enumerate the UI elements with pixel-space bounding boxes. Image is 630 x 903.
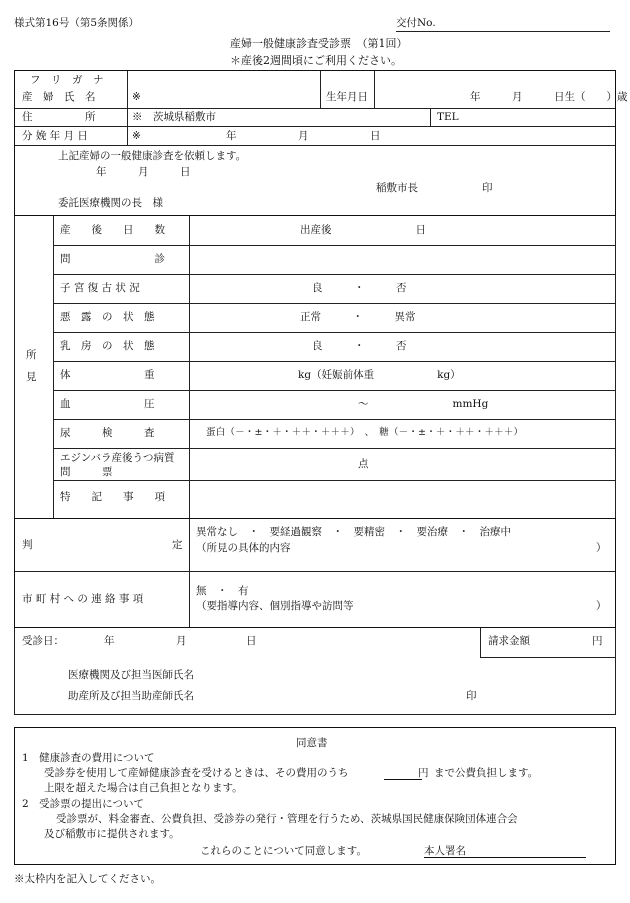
divider (53, 245, 615, 246)
delivery-date-mark: ※ (132, 130, 141, 142)
birth-date-value[interactable]: 年 月 日生（ ）歳 (470, 91, 628, 103)
midwife-label: 助産所及び担当助産師氏名 (68, 690, 194, 702)
institution-doctor-label: 医療機関及び担当医師氏名 (68, 669, 194, 681)
divider (53, 303, 615, 304)
form-title: 産婦一般健康診査受診票 （第1回） (230, 37, 408, 50)
blood-pressure-label: 血 圧 (60, 398, 155, 410)
consent-item2-title: 2 受診票の提出について (22, 798, 144, 810)
judgment-options[interactable]: 異常なし ・ 要経過観察 ・ 要精密 ・ 要治療 ・ 治療中 (196, 526, 511, 538)
divider (374, 71, 375, 108)
form-number: 様式第16号（第5条関係） (14, 17, 140, 29)
consent-item1-yen: 円 (418, 767, 429, 779)
consent-item1-line2: 上限を超えた場合は自己負担となります。 (44, 782, 243, 794)
weight-label: 体 重 (60, 369, 155, 381)
billing-amount-label: 請求金額 (488, 635, 530, 647)
address-value[interactable]: ※ 茨城県稲敷市 (132, 111, 216, 123)
divider (53, 419, 615, 420)
consent-item2-line1: 受診票が、料金審査、公費負担、受診券の発行・管理を行うため、茨城県国民健康保険団体連合会 (56, 813, 518, 825)
divider (615, 216, 616, 519)
findings-section-label: 所 (26, 349, 37, 361)
divider (14, 216, 15, 519)
name-mark: ※ (132, 91, 141, 103)
divider (430, 108, 431, 126)
delivery-date-year: 年 (226, 130, 237, 142)
divider (15, 126, 615, 127)
mayor-title: 稲敷市長 (376, 182, 418, 194)
issue-number-line (396, 31, 610, 32)
contact-label: 市 町 村 へ の 連 絡 事 項 (22, 593, 144, 605)
judgment-detail[interactable]: （所見の具体的内容 (196, 542, 291, 554)
public-amount-blank[interactable] (384, 779, 422, 780)
findings-section-label: 見 (26, 371, 37, 383)
interview-label: 問 診 (60, 253, 165, 265)
divider (53, 332, 615, 333)
consent-item1-line1-end: まで公費負担します。 (434, 767, 539, 779)
divider (15, 108, 615, 109)
request-date: 年 月 日 (96, 166, 191, 178)
judgment-close: ） (596, 542, 607, 554)
urine-test-label: 尿 検 査 (60, 427, 155, 439)
divider (15, 571, 615, 572)
mayor-seal: 印 (482, 182, 493, 194)
divider (15, 145, 615, 146)
delivery-date-day: 日 (370, 130, 381, 142)
divider (53, 274, 615, 275)
interview-field[interactable] (192, 247, 612, 272)
divider (53, 480, 615, 481)
contact-detail[interactable]: （要指導内容、個別指導や訪問等 (196, 600, 354, 612)
addressee-text: 委託医療機関の長 様 (58, 197, 163, 209)
request-text: 上記産婦の一般健康診査を依頼します。 (58, 150, 247, 162)
divider (480, 657, 615, 658)
form-subtitle: ＊産後2週間頃にご利用ください。 (230, 54, 402, 67)
divider (127, 71, 128, 145)
divider (53, 448, 615, 449)
divider (53, 390, 615, 391)
blood-pressure-value[interactable]: ～ mmHg (358, 398, 489, 410)
consent-agree-text: これらのことについて同意します。 (200, 845, 367, 857)
address-label: 住 所 (22, 111, 96, 123)
judgment-label: 判 (22, 539, 33, 551)
special-notes-field[interactable] (192, 483, 612, 516)
epds-label: エジンバラ産後うつ病質 問 票 (60, 452, 207, 478)
consent-item2-line2: 及び稲敷市に提供されます。 (44, 828, 180, 840)
consent-item1-title: 1 健康診査の費用について (22, 752, 155, 764)
name-label: 産 婦 氏 名 (22, 91, 96, 103)
furigana-label: フ リ ガ ナ (30, 74, 104, 86)
visit-date-month: 月 (176, 635, 187, 647)
uterine-recovery-label: 子 宮 復 古 状 況 (60, 282, 140, 294)
divider (14, 714, 616, 715)
divider (189, 216, 190, 519)
midwife-seal: 印 (466, 690, 477, 702)
signature-label: 本人署名 (424, 845, 466, 857)
consent-title: 同意書 (296, 737, 328, 749)
contact-options[interactable]: 無 ・ 有 (196, 585, 249, 597)
breast-label: 乳 房 の 状 態 (60, 340, 155, 352)
tel-label: TEL (437, 111, 459, 123)
lochia-value[interactable]: 正常 ・ 異常 (300, 311, 416, 323)
divider (480, 628, 481, 657)
lochia-label: 悪 露 の 状 態 (60, 311, 155, 323)
billing-amount-yen: 円 (592, 635, 603, 647)
divider (615, 628, 616, 714)
divider (189, 519, 190, 627)
visit-date-year: 年 (104, 635, 115, 647)
divider (14, 628, 15, 714)
visit-date-label: 受診日： (22, 635, 64, 647)
postpartum-days-label: 産 後 日 数 (60, 224, 165, 236)
judgment-label: 定 (172, 539, 183, 551)
divider (53, 361, 615, 362)
issue-number-label: 交付No. (396, 17, 436, 29)
urine-test-value[interactable]: 蛋白（－・±・＋・＋＋・＋＋＋） 、 糖（－・±・＋・＋＋・＋＋＋） (206, 427, 524, 438)
visit-date-day: 日 (246, 635, 257, 647)
postpartum-days-value[interactable]: 出産後 日 (300, 224, 426, 236)
contact-close: ） (596, 600, 607, 612)
signature-line[interactable] (424, 857, 586, 858)
footer-note: ※太枠内を記入してください。 (14, 873, 161, 885)
divider (53, 216, 54, 519)
epds-value[interactable]: 点 (358, 458, 369, 470)
delivery-date-label: 分 娩 年 月 日 (22, 130, 88, 142)
name-field[interactable] (150, 73, 315, 105)
birth-date-label: 生年月日 (326, 91, 368, 103)
uterine-recovery-value[interactable]: 良 ・ 否 (312, 282, 407, 294)
breast-value[interactable]: 良 ・ 否 (312, 340, 407, 352)
divider (320, 71, 321, 108)
consent-item1-line1: 受診券を使用して産婦健康診査を受けるときは、その費用のうち (44, 767, 349, 779)
delivery-date-month: 月 (298, 130, 309, 142)
weight-value[interactable]: kg（妊娠前体重 kg） (298, 369, 461, 381)
special-notes-label: 特 記 事 項 (60, 491, 165, 503)
